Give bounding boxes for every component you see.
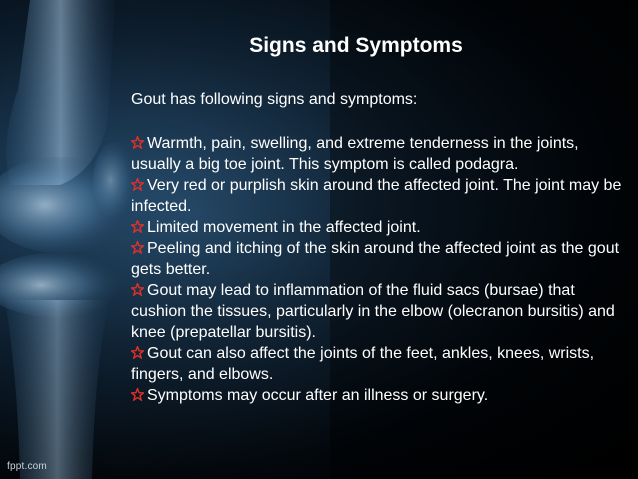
red-star-icon (131, 346, 144, 359)
list-item (131, 385, 631, 406)
bullet-text: Gout may lead to inflammation of the fluid sacs (bursae) that cushion the tissues, particularly in the elbow (olecranon bursitis) and knee (prepatellar bursitis). (131, 282, 615, 341)
list-item (131, 343, 631, 385)
list-item (131, 238, 631, 280)
bullet-text: Limited movement in the affected joint. (147, 219, 421, 236)
red-star-icon (131, 220, 144, 233)
list-item (131, 217, 631, 238)
symptom-list (131, 133, 631, 406)
list-item (131, 280, 631, 343)
slide-title: Signs and Symptoms (249, 34, 463, 57)
red-star-icon (131, 241, 144, 254)
footer-watermark: fppt.com (7, 461, 47, 472)
red-star-icon (131, 136, 144, 149)
red-star-icon (131, 283, 144, 296)
list-item (131, 175, 631, 217)
bullet-text: Warmth, pain, swelling, and extreme tenderness in the joints, usually a big toe joint. This symptom is called podagra. (131, 135, 579, 173)
intro-text: Gout has following signs and symptoms: (131, 91, 418, 108)
bullet-text: Symptoms may occur after an illness or surgery. (147, 387, 489, 404)
bullet-text: Peeling and itching of the skin around the affected joint as the gout gets better. (131, 240, 620, 278)
list-item (131, 133, 631, 175)
bullet-text: Very red or purplish skin around the affected joint. The joint may be infected. (131, 177, 622, 215)
red-star-icon (131, 178, 144, 191)
bullet-text: Gout can also affect the joints of the feet, ankles, knees, wrists, fingers, and elbows. (131, 345, 595, 383)
red-star-icon (131, 388, 144, 401)
